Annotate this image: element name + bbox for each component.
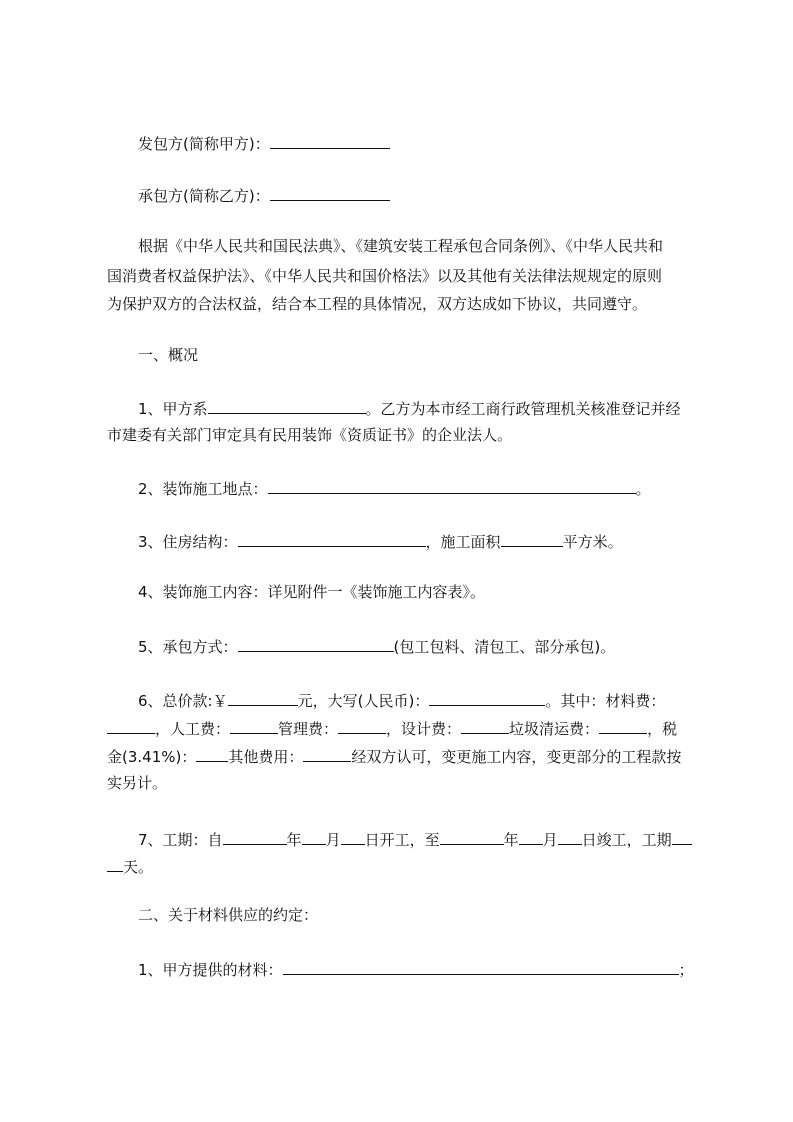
item-6-labor-blank xyxy=(230,717,278,734)
item-7-days: 天。 xyxy=(123,858,154,876)
item-7-year-1: 年 xyxy=(286,831,302,849)
preamble-line-2: 国消费者权益保护法》、《中华人民共和国价格法》以及其他有关法律法规规定的原则 xyxy=(107,267,663,285)
item-2-1-line xyxy=(138,958,694,980)
item-3-line xyxy=(138,530,623,552)
item-5-suffix: (包工包料、清包工、部分承包)。 xyxy=(393,638,616,656)
item-6-other-blank xyxy=(303,745,351,762)
item-6-g: 垃圾清运费： xyxy=(509,720,600,738)
item-2-1-blank xyxy=(283,958,679,975)
item-6-e: 管理费： xyxy=(278,720,339,738)
item-7-month-1: 月 xyxy=(325,831,341,849)
item-7-line-1 xyxy=(138,828,700,850)
section-1-title: 一、概况 xyxy=(138,346,199,364)
item-6-k: 经双方认可，变更施工内容，变更部分的工程款按 xyxy=(351,748,682,766)
item-7-start-month-blank xyxy=(302,828,326,845)
item-3-prefix: 3、住房结构： xyxy=(138,533,238,551)
item-5-blank xyxy=(238,635,394,652)
item-6-line-4: 实另计。 xyxy=(107,774,168,792)
item-6-words-blank xyxy=(429,689,545,706)
item-6-line-1 xyxy=(138,689,665,711)
item-2-line xyxy=(138,477,651,499)
item-7-end-day-blank xyxy=(558,828,582,845)
item-1-suffix: 。乙方为本市经工商行政管理机关核准登记并经 xyxy=(365,400,681,418)
item-6-h: ，税 xyxy=(647,720,678,738)
item-3-structure-blank xyxy=(238,530,426,547)
section-2-title: 二、关于材料供应的约定： xyxy=(138,906,319,924)
item-7-days-blank-a xyxy=(672,828,692,845)
item-2-blank xyxy=(268,477,636,494)
item-5-prefix: 5、承包方式： xyxy=(138,638,238,656)
item-6-b: 元，大写(人民币)： xyxy=(297,692,430,710)
item-6-line-2 xyxy=(107,717,699,739)
item-6-design-blank xyxy=(461,717,509,734)
item-2-suffix: 。 xyxy=(635,480,651,498)
item-6-material-blank xyxy=(107,717,155,734)
item-2-prefix: 2、装饰施工地点： xyxy=(138,480,268,498)
item-7-year-2: 年 xyxy=(503,831,519,849)
item-6-manage-blank xyxy=(338,717,386,734)
item-7-start: 日开工，至 xyxy=(364,831,440,849)
party-b-line xyxy=(138,184,390,206)
item-1-blank xyxy=(208,397,366,414)
item-7-days-blank-b xyxy=(107,855,123,872)
party-a-blank xyxy=(270,132,390,149)
item-6-garbage-blank xyxy=(599,717,647,734)
preamble-line-1: 根据《中华人民共和国民法典》、《建筑安装工程承包合同条例》、《中华人民共和 xyxy=(138,237,664,255)
item-6-tax-blank xyxy=(196,745,228,762)
item-3-area-blank xyxy=(501,530,563,547)
item-5-line xyxy=(138,635,615,657)
item-6-f: ，设计费： xyxy=(386,720,462,738)
item-7-line-2 xyxy=(107,855,153,877)
party-a-line xyxy=(138,132,390,154)
item-3-mid: ，施工面积 xyxy=(425,533,501,551)
item-4-line: 4、装饰施工内容：详见附件一《装饰施工内容表》。 xyxy=(138,583,486,601)
item-7-end: 日竣工，工期 xyxy=(581,831,672,849)
preamble-line-3: 为保护双方的合法权益，结合本工程的具体情况，双方达成如下协议，共同遵守。 xyxy=(107,295,648,313)
party-b-label: 承包方(简称乙方)： xyxy=(138,187,270,205)
item-6-c: 。其中：材料费： xyxy=(545,692,666,710)
item-7-start-year-blank xyxy=(223,828,287,845)
item-7-month-2: 月 xyxy=(542,831,558,849)
item-6-j: 其他费用： xyxy=(228,748,304,766)
item-7-a: 7、工期：自 xyxy=(138,831,223,849)
item-7-start-day-blank xyxy=(341,828,365,845)
item-6-total-blank xyxy=(228,689,298,706)
item-7-end-year-blank xyxy=(440,828,504,845)
item-6-d: ，人工费： xyxy=(155,720,231,738)
item-6-line-3 xyxy=(107,745,699,767)
party-a-label: 发包方(简称甲方)： xyxy=(138,135,270,153)
item-6-a: 6、总价款:￥ xyxy=(138,692,228,710)
item-2-1-prefix: 1、甲方提供的材料： xyxy=(138,961,283,979)
item-1-line-1 xyxy=(138,397,681,419)
party-b-blank xyxy=(270,184,390,201)
item-1-prefix: 1、甲方系 xyxy=(138,400,208,418)
item-3-suffix: 平方米。 xyxy=(562,533,623,551)
item-7-end-month-blank xyxy=(519,828,543,845)
item-6-i: 金(3.41%)： xyxy=(107,748,197,766)
item-2-1-suffix: ； xyxy=(678,961,694,979)
item-1-line-2: 市建委有关部门审定具有民用装饰《资质证书》的企业法人。 xyxy=(107,426,513,444)
